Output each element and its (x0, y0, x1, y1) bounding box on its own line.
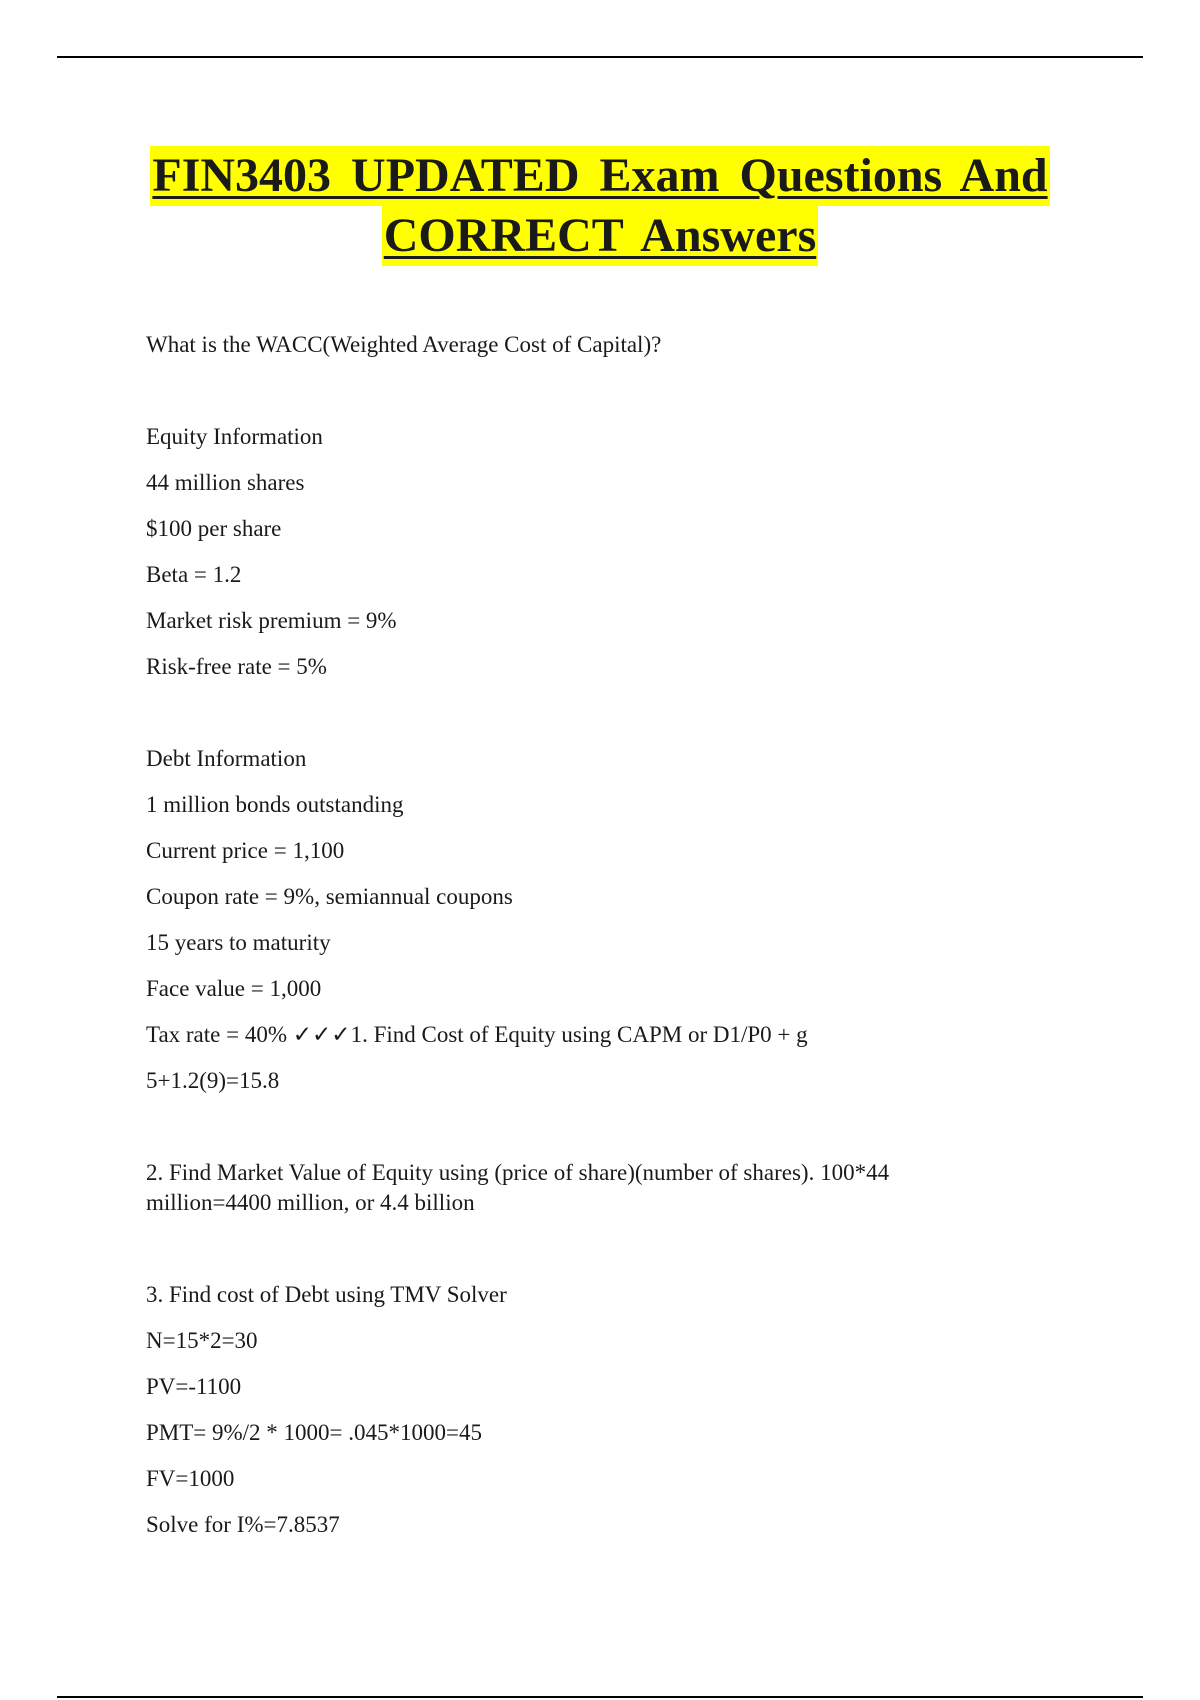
spacer (146, 690, 1006, 736)
spacer (146, 368, 1006, 414)
answer-step-2: 2. Find Market Value of Equity using (price of share)(number of shares). 100*44 million=4400 million, or 4.4 billion (146, 1160, 890, 1215)
tvm-line: FV=1000 (146, 1466, 235, 1491)
answer-step-3-heading: 3. Find cost of Debt using TMV Solver (146, 1282, 507, 1307)
bottom-rule (57, 1696, 1143, 1698)
title-line-1: FIN3403 UPDATED Exam Questions And (150, 146, 1049, 206)
title-line-2: CORRECT Answers (382, 206, 819, 266)
debt-line: Coupon rate = 9%, semiannual coupons (146, 884, 513, 909)
cost-of-equity-calc: 5+1.2(9)=15.8 (146, 1068, 280, 1093)
debt-line: Current price = 1,100 (146, 838, 345, 863)
tvm-line: PMT= 9%/2 * 1000= .045*1000=45 (146, 1420, 483, 1445)
debt-line: 15 years to maturity (146, 930, 331, 955)
equity-heading: Equity Information (146, 424, 323, 449)
equity-line: Beta = 1.2 (146, 562, 242, 587)
document-body (146, 322, 1006, 1548)
tvm-line: PV=-1100 (146, 1374, 242, 1399)
question-text: What is the WACC(Weighted Average Cost of Capital)? (146, 332, 662, 357)
equity-line: Market risk premium = 9% (146, 608, 397, 633)
tvm-line: N=15*2=30 (146, 1328, 258, 1353)
equity-line: 44 million shares (146, 470, 305, 495)
equity-line: Risk-free rate = 5% (146, 654, 327, 679)
top-rule (57, 56, 1143, 58)
equity-line: $100 per share (146, 516, 282, 541)
document-title (100, 146, 1100, 266)
debt-line: 1 million bonds outstanding (146, 792, 404, 817)
debt-line: Face value = 1,000 (146, 976, 322, 1001)
tvm-line: Solve for I%=7.8537 (146, 1512, 340, 1537)
answer-step-1: Tax rate = 40% ✓✓✓1. Find Cost of Equity using CAPM or D1/P0 + g (146, 1022, 808, 1047)
spacer (146, 1226, 1006, 1272)
debt-heading: Debt Information (146, 746, 307, 771)
spacer (146, 1104, 1006, 1150)
